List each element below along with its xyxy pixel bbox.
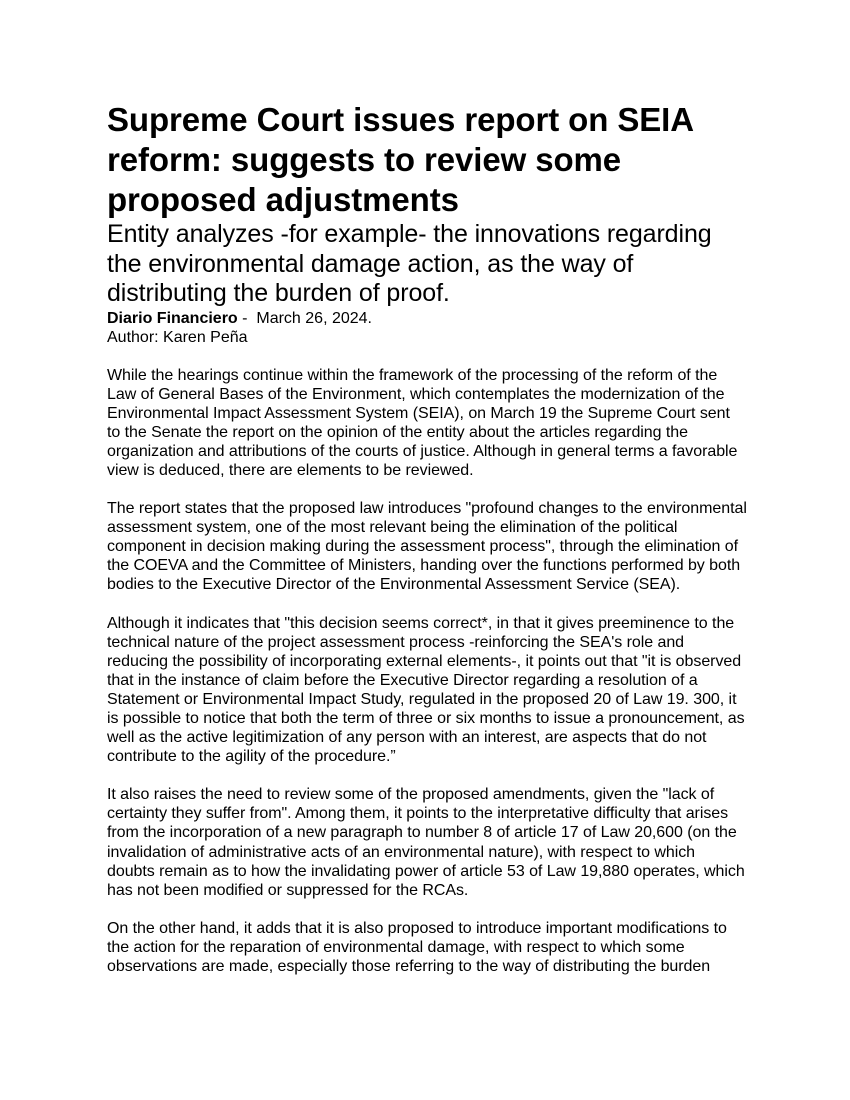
article-meta (107, 309, 747, 328)
meta-separator: - (237, 309, 257, 327)
article-subtitle: Entity analyzes -for example- the innovations regarding the environmental damage action, as the way of distributing the burden of proof. (107, 220, 712, 307)
paragraph-3: Although it indicates that "this decision seems correct*, in that it gives preeminence to the technical nature of the project assessment process -reinforcing the SEA's role and reducing the possibility of incorporating external elements-, it points out that "it is observed that in the instance of claim before the Executive Director regarding a resolution of a Statement or Environmental Impact Study, regulated in the proposed 20 of Law 19. 300, it is possible to notice that both the term of three or six months to issue a pronouncement, as well as the active legitimization of any person with an interest, are aspects that do not contribute to the agility of the procedure.” (107, 614, 745, 766)
article-title: Supreme Court issues report on SEIA reform: suggests to review some proposed adjustments (107, 101, 693, 218)
article-author: Author: Karen Peña (107, 328, 248, 346)
article-source: Diario Financiero (107, 309, 238, 327)
paragraph-5: On the other hand, it adds that it is also proposed to introduce important modifications to the action for the reparation of environmental damage, with respect to which some observations are made, especially those referring to the way of distributing the burden (107, 919, 727, 976)
article (107, 100, 747, 995)
paragraph-2: The report states that the proposed law introduces "profound changes to the environmental assessment system, one of the most relevant being the elimination of the political component in decision making during the assessment process", through the elimination of the COEVA and the Committee of Ministers, handing over the functions performed by both bodies to the Executive Director of the Environmental Assessment Service (SEA). (107, 500, 747, 594)
paragraph-4: It also raises the need to review some of the proposed amendments, given the "lack of certainty they suffer from". Among them, it points to the interpretative difficulty that arises from the incorporation of a new paragraph to number 8 of article 17 of Law 20,600 (on the invalidation of administrative acts of an environmental nature), with respect to which doubts remain as to how the invalidating power of article 53 of Law 19,880 operates, which has not been modified or suppressed for the RCAs. (107, 786, 745, 899)
paragraph-1: While the hearings continue within the framework of the processing of the reform of the Law of General Bases of the Environment, which contemplates the modernization of the Environmental Impact Assessment System (SEIA), on March 19 the Supreme Court sent to the Senate the report on the opinion of the entity about the articles regarding the organization and attributions of the courts of justice. Although in general terms a favorable view is deduced, there are elements to be reviewed. (107, 366, 738, 479)
article-date: March 26, 2024. (256, 309, 372, 327)
article-body (107, 366, 747, 977)
